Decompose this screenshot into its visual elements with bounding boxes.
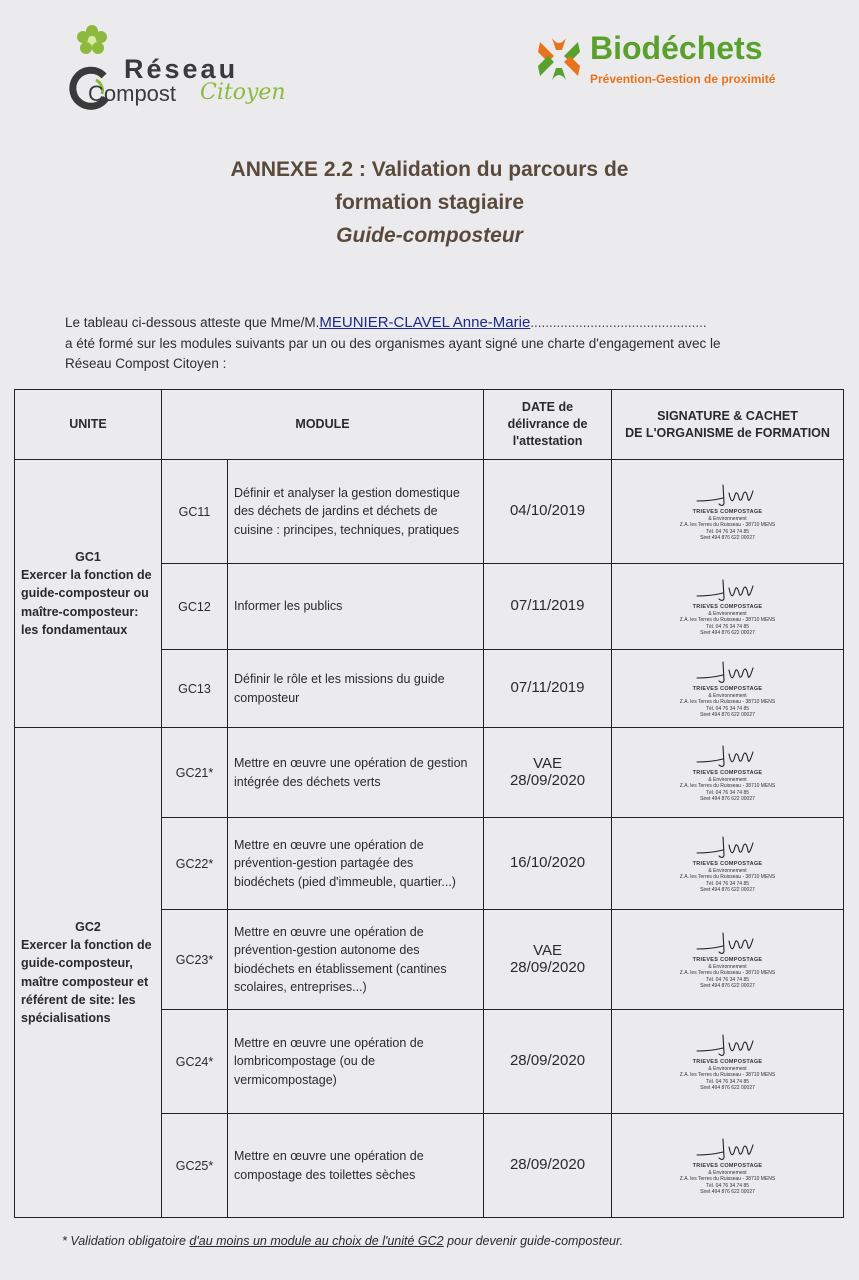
header-date-line-2: délivrance de [507, 417, 588, 432]
validation-table [14, 389, 844, 1218]
logo-tagline: Prévention-Gestion de proximité [590, 72, 776, 86]
module-description: Définir le rôle et les missions du guide composteur [228, 650, 484, 728]
stamp-phone: Tél. 04 76 34 74 85 [705, 705, 750, 712]
stamp-address: Z.A. les Terres du Ruisseau - 38710 MENS [679, 874, 776, 881]
table-row [15, 460, 844, 564]
stamp-siret: Siret 494 876 622 00027 [700, 535, 755, 542]
stamp-org: TRIEVES COMPOSTAGE [692, 508, 763, 515]
biodechets-logo [532, 30, 792, 100]
header-signature [612, 390, 844, 460]
stamp-sub: & Environnement [708, 1169, 747, 1176]
biodechets-x-icon [534, 34, 584, 84]
organisation-stamp [680, 1031, 776, 1092]
header-signature-line-2: DE L'ORGANISME de FORMATION [625, 425, 830, 440]
stamp-siret: Siret 494 876 622 00027 [700, 887, 755, 894]
stamp-org: TRIEVES COMPOSTAGE [692, 603, 763, 610]
stamp-sub: & Environnement [708, 963, 747, 970]
date-value: 04/10/2019 [509, 502, 586, 520]
stamp-phone: Tél. 04 76 34 74 85 [705, 1078, 750, 1085]
date-cell [484, 1010, 612, 1114]
handwritten-signature [693, 481, 763, 507]
footnote-underlined: d'au moins un module au choix de l'unité GC2 [189, 1234, 444, 1248]
intro-line-2: a été formé sur les modules suivants par un ou des organismes ayant signé une charte d'engagement avec le [65, 336, 721, 351]
handwritten-signature [693, 742, 763, 768]
logo-word-compost: Compost [88, 81, 177, 106]
stamp-address: Z.A. les Terres du Ruisseau - 38710 MENS [679, 522, 776, 529]
module-code: GC22* [162, 818, 228, 910]
date-value: 07/11/2019 [510, 679, 585, 697]
flower-icon [74, 24, 110, 56]
module-description: Informer les publics [228, 564, 484, 650]
stamp-siret: Siret 494 876 622 00027 [700, 1085, 755, 1092]
date-cell [484, 460, 612, 564]
date-cell [484, 818, 612, 910]
date-vae: VAE [533, 755, 562, 772]
stamp-org: TRIEVES COMPOSTAGE [692, 1058, 763, 1065]
signature-cell [612, 650, 844, 728]
table-header-row [15, 390, 844, 460]
stamp-address: Z.A. les Terres du Ruisseau - 38710 MENS [679, 970, 776, 977]
signature-cell [612, 818, 844, 910]
signature-cell [612, 910, 844, 1010]
module-description: Mettre en œuvre une opération de gestion intégrée des déchets verts [228, 728, 484, 818]
logo-word-reseau: Réseau [124, 54, 239, 84]
stamp-siret: Siret 494 876 622 00027 [700, 630, 755, 637]
module-code: GC13 [162, 650, 228, 728]
trainee-name: MEUNIER-CLAVEL Anne-Marie [319, 314, 531, 331]
module-code: GC23* [162, 910, 228, 1010]
module-code: GC11 [162, 460, 228, 564]
stamp-address: Z.A. les Terres du Ruisseau - 38710 MENS [679, 1176, 776, 1183]
handwritten-signature [693, 1031, 763, 1057]
date-cell [484, 910, 612, 1010]
stamp-address: Z.A. les Terres du Ruisseau - 38710 MENS [679, 1072, 776, 1079]
date-value: 28/09/2020 [509, 1052, 586, 1070]
date-cell [484, 650, 612, 728]
stamp-sub: & Environnement [708, 1065, 747, 1072]
organisation-stamp [680, 929, 776, 990]
unit-cell [15, 460, 162, 728]
stamp-siret: Siret 494 876 622 00027 [700, 983, 755, 990]
footnote [62, 1234, 623, 1248]
intro-dots: ............................................... [530, 315, 707, 330]
module-code: GC21* [162, 728, 228, 818]
footnote-suffix: pour devenir guide-composteur. [443, 1234, 624, 1248]
stamp-sub: & Environnement [708, 610, 747, 617]
organisation-stamp [680, 576, 776, 637]
organisation-stamp [680, 481, 776, 542]
unit-label: Exercer la fonction de guide-composteur ou maître-composteur: les fondamentaux [21, 568, 152, 637]
module-code: GC25* [162, 1114, 228, 1218]
logo-brand-biodechets: Biodéchets [590, 30, 763, 66]
stamp-phone: Tél. 04 76 34 74 85 [705, 528, 750, 535]
intro-prefix: Le tableau ci-dessous atteste que Mme/M. [65, 315, 320, 330]
date-value: 07/11/2019 [510, 597, 585, 615]
title-line-2: formation stagiaire [334, 191, 525, 214]
title-line-1: ANNEXE 2.2 : Validation du parcours de [230, 158, 629, 181]
intro-line-3: Réseau Compost Citoyen : [65, 356, 227, 371]
table-row [15, 728, 844, 818]
stamp-siret: Siret 494 876 622 00027 [700, 712, 755, 719]
stamp-org: TRIEVES COMPOSTAGE [692, 685, 763, 692]
stamp-address: Z.A. les Terres du Ruisseau - 38710 MENS [679, 617, 776, 624]
signature-cell [612, 564, 844, 650]
stamp-org: TRIEVES COMPOSTAGE [692, 860, 763, 867]
stamp-phone: Tél. 04 76 34 74 85 [705, 1182, 750, 1189]
organisation-stamp [680, 658, 776, 719]
date-cell [484, 728, 612, 818]
signature-cell [612, 460, 844, 564]
organisation-stamp [680, 833, 776, 894]
stamp-org: TRIEVES COMPOSTAGE [692, 956, 763, 963]
unit-label: Exercer la fonction de guide-composteur, maître composteur et référent de site: les spécialisations [21, 938, 152, 1025]
handwritten-signature [693, 833, 763, 859]
header-module: MODULE [162, 390, 484, 460]
header-date [484, 390, 612, 460]
handwritten-signature [693, 1135, 763, 1161]
module-code: GC24* [162, 1010, 228, 1114]
stamp-sub: & Environnement [708, 776, 747, 783]
footnote-prefix: * Validation obligatoire [62, 1234, 190, 1248]
stamp-address: Z.A. les Terres du Ruisseau - 38710 MENS [679, 783, 776, 790]
organisation-stamp [680, 1135, 776, 1196]
intro-line-1 [65, 314, 795, 331]
date-value: 28/09/2020 [509, 771, 586, 789]
table-body [15, 460, 844, 1218]
date-vae: VAE [533, 942, 562, 959]
header-signature-line-1: SIGNATURE & CACHET [657, 408, 798, 423]
unit-code: GC2 [75, 920, 101, 935]
module-description: Mettre en œuvre une opération de prévention-gestion autonome des biodéchets en établissement (cantines scolaires, entreprises...) [228, 910, 484, 1010]
date-value: 28/09/2020 [509, 958, 586, 976]
stamp-address: Z.A. les Terres du Ruisseau - 38710 MENS [679, 699, 776, 706]
logo-word-citoyen: Citoyen [200, 80, 286, 105]
header-date-line-1: DATE de [521, 400, 574, 415]
date-value: 28/09/2020 [509, 1156, 586, 1174]
header-date-line-3: l'attestation [512, 433, 583, 448]
module-description: Mettre en œuvre une opération de compostage des toilettes sèches [228, 1114, 484, 1218]
module-code: GC12 [162, 564, 228, 650]
stamp-org: TRIEVES COMPOSTAGE [692, 1162, 763, 1169]
stamp-phone: Tél. 04 76 34 74 85 [705, 976, 750, 983]
handwritten-signature [693, 929, 763, 955]
stamp-sub: & Environnement [708, 515, 747, 522]
header-unite: UNITE [15, 390, 162, 460]
handwritten-signature [693, 576, 763, 602]
module-description: Mettre en œuvre une opération de prévention-gestion partagée des biodéchets (pied d'immeuble, quartier...) [228, 818, 484, 910]
stamp-phone: Tél. 04 76 34 74 85 [705, 789, 750, 796]
module-description: Mettre en œuvre une opération de lombricompostage (ou de vermicompostage) [228, 1010, 484, 1114]
module-description: Définir et analyser la gestion domestique des déchets de jardins et déchets de cuisine : principes, techniques, pratiques [228, 460, 484, 564]
stamp-phone: Tél. 04 76 34 74 85 [705, 880, 750, 887]
signature-cell [612, 1010, 844, 1114]
stamp-phone: Tél. 04 76 34 74 85 [705, 623, 750, 630]
reseau-compost-citoyen-logo [66, 24, 326, 124]
unit-cell [15, 728, 162, 1218]
stamp-siret: Siret 494 876 622 00027 [700, 1189, 755, 1196]
date-cell [484, 1114, 612, 1218]
date-value: 16/10/2020 [509, 854, 586, 872]
title-line-3: Guide-composteur [336, 224, 523, 247]
stamp-sub: & Environnement [708, 867, 747, 874]
signature-cell [612, 728, 844, 818]
unit-code: GC1 [75, 550, 101, 565]
stamp-sub: & Environnement [708, 692, 747, 699]
stamp-siret: Siret 494 876 622 00027 [700, 796, 755, 803]
stamp-org: TRIEVES COMPOSTAGE [692, 769, 763, 776]
signature-cell [612, 1114, 844, 1218]
organisation-stamp [680, 742, 776, 803]
handwritten-signature [693, 658, 763, 684]
date-cell [484, 564, 612, 650]
